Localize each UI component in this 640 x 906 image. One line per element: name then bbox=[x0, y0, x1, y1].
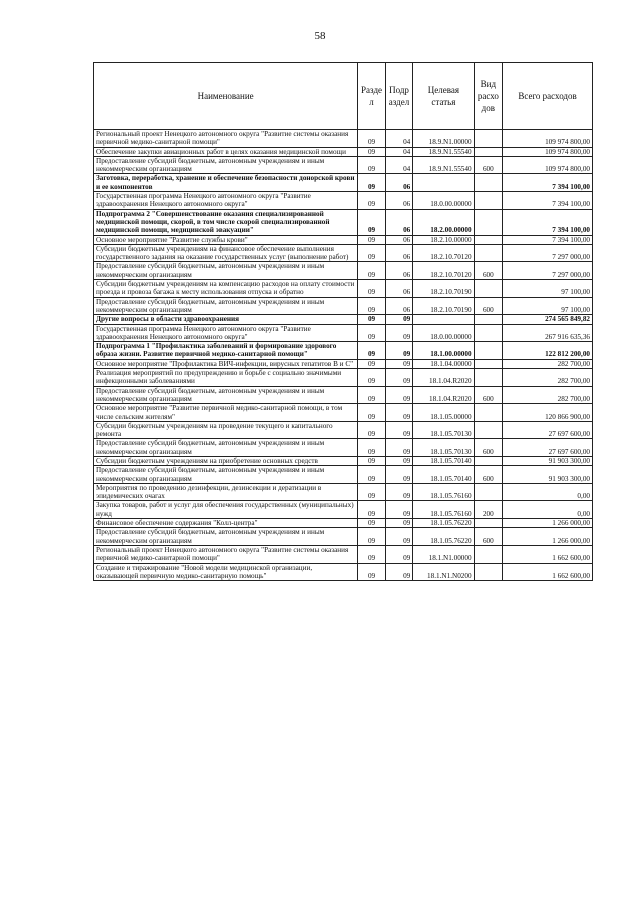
table-row bbox=[94, 192, 593, 210]
table-row bbox=[94, 386, 593, 404]
cell-name: Основное мероприятие "Профилактика ВИЧ-инфекции, вирусных гепатитов В и С" bbox=[94, 359, 358, 368]
cell-name: Региональный проект Ненецкого автономного округа "Развитие системы оказания первичной медико-санитарной помощи" bbox=[94, 545, 358, 563]
cell-razdel: 09 bbox=[358, 386, 385, 404]
cell-podrazdel: 09 bbox=[385, 439, 412, 457]
table-row bbox=[94, 280, 593, 298]
table-row bbox=[94, 174, 593, 192]
cell-razdel: 09 bbox=[358, 209, 385, 235]
cell-celevaya-statya: 18.9.N1.55540 bbox=[413, 156, 474, 174]
table-row bbox=[94, 359, 593, 368]
cell-podrazdel: 06 bbox=[385, 209, 412, 235]
cell-podrazdel: 09 bbox=[385, 404, 412, 422]
cell-name: Предоставление субсидий бюджетным, автономным учреждениям и иным некоммерческим организациям bbox=[94, 297, 358, 315]
cell-razdel: 09 bbox=[358, 545, 385, 563]
cell-celevaya-statya: 18.1.05.70130 bbox=[413, 421, 474, 439]
cell-razdel: 09 bbox=[358, 315, 385, 324]
cell-podrazdel: 06 bbox=[385, 235, 412, 244]
cell-razdel: 09 bbox=[358, 192, 385, 210]
cell-vid-rashodov bbox=[474, 147, 503, 156]
cell-total: 27 697 600,00 bbox=[503, 439, 593, 457]
table-row bbox=[94, 439, 593, 457]
cell-celevaya-statya: 18.1.05.76220 bbox=[413, 528, 474, 546]
cell-razdel: 09 bbox=[358, 156, 385, 174]
cell-celevaya-statya: 18.2.10.70190 bbox=[413, 297, 474, 315]
table-row bbox=[94, 563, 593, 581]
cell-podrazdel: 09 bbox=[385, 386, 412, 404]
cell-vid-rashodov bbox=[474, 209, 503, 235]
cell-name: Государственная программа Ненецкого автономного округа "Развитие здравоохранения Ненецкого автономного округа" bbox=[94, 192, 358, 210]
cell-total: 1 662 600,00 bbox=[503, 545, 593, 563]
cell-name: Субсидии бюджетным учреждениям на компенсацию расходов на оплату стоимости проезда и провоза багажа к месту использования отпуска и обратно bbox=[94, 280, 358, 298]
cell-vid-rashodov bbox=[474, 563, 503, 581]
cell-vid-rashodov bbox=[474, 456, 503, 465]
cell-name: Предоставление субсидий бюджетным, автономным учреждениям и иным некоммерческим организациям bbox=[94, 439, 358, 457]
cell-name: Заготовка, переработка, хранение и обеспечение безопасности донорской крови и ее компонентов bbox=[94, 174, 358, 192]
cell-total: 109 974 800,00 bbox=[503, 147, 593, 156]
cell-celevaya-statya: 18.2.00.00000 bbox=[413, 209, 474, 235]
table-row bbox=[94, 421, 593, 439]
cell-total: 97 100,00 bbox=[503, 280, 593, 298]
cell-total: 282 700,00 bbox=[503, 386, 593, 404]
cell-name: Предоставление субсидий бюджетным, автономным учреждениям и иным некоммерческим организациям bbox=[94, 528, 358, 546]
cell-total: 7 394 100,00 bbox=[503, 174, 593, 192]
cell-podrazdel: 06 bbox=[385, 280, 412, 298]
cell-razdel: 09 bbox=[358, 262, 385, 280]
cell-total: 109 974 800,00 bbox=[503, 130, 593, 148]
cell-podrazdel: 09 bbox=[385, 359, 412, 368]
cell-podrazdel: 09 bbox=[385, 545, 412, 563]
cell-celevaya-statya: 18.1.05.76160 bbox=[413, 501, 474, 519]
cell-vid-rashodov bbox=[474, 404, 503, 422]
cell-total: 1 266 000,00 bbox=[503, 519, 593, 528]
cell-name: Предоставление субсидий бюджетным, автономным учреждениям и иным некоммерческим организациям bbox=[94, 156, 358, 174]
cell-razdel: 09 bbox=[358, 369, 385, 387]
cell-vid-rashodov bbox=[474, 235, 503, 244]
cell-podrazdel: 06 bbox=[385, 262, 412, 280]
table-row bbox=[94, 519, 593, 528]
cell-vid-rashodov: 200 bbox=[474, 501, 503, 519]
cell-total: 7 394 100,00 bbox=[503, 235, 593, 244]
cell-podrazdel: 06 bbox=[385, 297, 412, 315]
table-row bbox=[94, 209, 593, 235]
cell-total: 97 100,00 bbox=[503, 297, 593, 315]
cell-vid-rashodov bbox=[474, 192, 503, 210]
cell-vid-rashodov bbox=[474, 545, 503, 563]
cell-razdel: 09 bbox=[358, 147, 385, 156]
cell-razdel: 09 bbox=[358, 563, 385, 581]
cell-total: 120 866 900,00 bbox=[503, 404, 593, 422]
cell-podrazdel: 09 bbox=[385, 324, 412, 342]
cell-vid-rashodov bbox=[474, 315, 503, 324]
cell-podrazdel: 09 bbox=[385, 466, 412, 484]
cell-podrazdel: 04 bbox=[385, 156, 412, 174]
table-row bbox=[94, 501, 593, 519]
cell-podrazdel: 04 bbox=[385, 147, 412, 156]
cell-razdel: 09 bbox=[358, 130, 385, 148]
cell-vid-rashodov bbox=[474, 342, 503, 360]
cell-celevaya-statya: 18.9.N1.55540 bbox=[413, 147, 474, 156]
table-row bbox=[94, 147, 593, 156]
cell-name: Субсидии бюджетным учреждениям на приобретение основных средств bbox=[94, 456, 358, 465]
cell-celevaya-statya: 18.0.00.00000 bbox=[413, 192, 474, 210]
cell-name: Обеспечение закупки авиационных работ в целях оказания медицинской помощи bbox=[94, 147, 358, 156]
cell-name: Предоставление субсидий бюджетным, автономным учреждениям и иным некоммерческим организациям bbox=[94, 262, 358, 280]
cell-name: Субсидии бюджетным учреждениям на проведение текущего и капитального ремонта bbox=[94, 421, 358, 439]
cell-name: Создание и тиражирование "Новой модели медицинской организации, оказывающей первичную медико-санитарную помощь" bbox=[94, 563, 358, 581]
cell-celevaya-statya: 18.1.N1.00000 bbox=[413, 545, 474, 563]
cell-name: Основное мероприятие "Развитие службы крови" bbox=[94, 235, 358, 244]
cell-celevaya-statya: 18.2.10.70120 bbox=[413, 244, 474, 262]
cell-celevaya-statya: 18.1.04.R2020 bbox=[413, 369, 474, 387]
page-number: 58 bbox=[314, 30, 326, 42]
cell-name: Региональный проект Ненецкого автономного округа "Развитие системы оказания первичной медико-санитарной помощи" bbox=[94, 130, 358, 148]
table-row bbox=[94, 466, 593, 484]
cell-total: 91 903 300,00 bbox=[503, 466, 593, 484]
cell-vid-rashodov bbox=[474, 369, 503, 387]
cell-vid-rashodov bbox=[474, 324, 503, 342]
cell-vid-rashodov: 600 bbox=[474, 262, 503, 280]
cell-total: 0,00 bbox=[503, 501, 593, 519]
header-vid-rashodov: Вид расхо дов bbox=[474, 63, 503, 130]
cell-celevaya-statya: 18.1.N1.N0200 bbox=[413, 563, 474, 581]
header-name: Наименование bbox=[94, 63, 358, 130]
cell-razdel: 09 bbox=[358, 297, 385, 315]
cell-total: 122 812 200,00 bbox=[503, 342, 593, 360]
cell-razdel: 09 bbox=[358, 501, 385, 519]
table-header-row bbox=[94, 63, 593, 130]
cell-total: 27 697 600,00 bbox=[503, 421, 593, 439]
cell-razdel: 09 bbox=[358, 244, 385, 262]
cell-total: 1 266 000,00 bbox=[503, 528, 593, 546]
header-podrazdel: Подр аздел bbox=[385, 63, 412, 130]
budget-table bbox=[93, 62, 593, 581]
cell-name: Основное мероприятие "Развитие первичной медико-санитарной помощи, в том числе сельским жителям" bbox=[94, 404, 358, 422]
table-row bbox=[94, 262, 593, 280]
cell-total: 7 297 000,00 bbox=[503, 244, 593, 262]
cell-celevaya-statya: 18.1.05.70140 bbox=[413, 466, 474, 484]
header-total: Всего расходов bbox=[503, 63, 593, 130]
cell-podrazdel: 09 bbox=[385, 528, 412, 546]
cell-razdel: 09 bbox=[358, 483, 385, 501]
cell-razdel: 09 bbox=[358, 439, 385, 457]
cell-celevaya-statya bbox=[413, 174, 474, 192]
cell-vid-rashodov: 600 bbox=[474, 297, 503, 315]
cell-razdel: 09 bbox=[358, 466, 385, 484]
cell-celevaya-statya: 18.9.N1.00000 bbox=[413, 130, 474, 148]
cell-celevaya-statya: 18.2.10.70120 bbox=[413, 262, 474, 280]
cell-podrazdel: 09 bbox=[385, 315, 412, 324]
cell-podrazdel: 04 bbox=[385, 130, 412, 148]
cell-podrazdel: 09 bbox=[385, 563, 412, 581]
cell-razdel: 09 bbox=[358, 404, 385, 422]
table-body bbox=[94, 130, 593, 581]
cell-celevaya-statya: 18.1.05.70130 bbox=[413, 439, 474, 457]
cell-vid-rashodov: 600 bbox=[474, 439, 503, 457]
header-razdel: Разде л bbox=[358, 63, 385, 130]
table-row bbox=[94, 342, 593, 360]
cell-celevaya-statya: 18.0.00.00000 bbox=[413, 324, 474, 342]
table-row bbox=[94, 404, 593, 422]
cell-total: 274 565 849,82 bbox=[503, 315, 593, 324]
cell-razdel: 09 bbox=[358, 235, 385, 244]
table-row bbox=[94, 297, 593, 315]
cell-name: Финансовое обеспечение содержания "Колл-центра" bbox=[94, 519, 358, 528]
table-row bbox=[94, 130, 593, 148]
table-row bbox=[94, 545, 593, 563]
cell-razdel: 09 bbox=[358, 456, 385, 465]
cell-vid-rashodov: 600 bbox=[474, 386, 503, 404]
cell-podrazdel: 09 bbox=[385, 501, 412, 519]
cell-total: 282 700,00 bbox=[503, 359, 593, 368]
cell-podrazdel: 09 bbox=[385, 519, 412, 528]
cell-podrazdel: 09 bbox=[385, 421, 412, 439]
cell-razdel: 09 bbox=[358, 519, 385, 528]
cell-podrazdel: 06 bbox=[385, 192, 412, 210]
cell-vid-rashodov bbox=[474, 130, 503, 148]
cell-name: Предоставление субсидий бюджетным, автономным учреждениям и иным некоммерческим организациям bbox=[94, 466, 358, 484]
table-row bbox=[94, 156, 593, 174]
cell-celevaya-statya: 18.1.05.76160 bbox=[413, 483, 474, 501]
cell-vid-rashodov: 600 bbox=[474, 466, 503, 484]
cell-name: Государственная программа Ненецкого автономного округа "Развитие здравоохранения Ненецкого автономного округа" bbox=[94, 324, 358, 342]
table-row bbox=[94, 315, 593, 324]
cell-podrazdel: 09 bbox=[385, 456, 412, 465]
table-row bbox=[94, 244, 593, 262]
table-row bbox=[94, 369, 593, 387]
cell-name: Реализация мероприятий по предупреждению и борьбе с социально значимыми инфекционными заболеваниями bbox=[94, 369, 358, 387]
cell-name: Закупка товаров, работ и услуг для обеспечения государственных (муниципальных) нужд bbox=[94, 501, 358, 519]
cell-celevaya-statya: 18.2.10.00000 bbox=[413, 235, 474, 244]
header-celevaya-statya: Целевая статья bbox=[413, 63, 474, 130]
cell-total: 282 700,00 bbox=[503, 369, 593, 387]
table-row bbox=[94, 324, 593, 342]
cell-name: Другие вопросы в области здравоохранения bbox=[94, 315, 358, 324]
cell-celevaya-statya: 18.1.04.00000 bbox=[413, 359, 474, 368]
cell-total: 1 662 600,00 bbox=[503, 563, 593, 581]
cell-name: Субсидии бюджетным учреждениям на финансовое обеспечение выполнения государственного задания на оказание государственных услуг (выполнение работ) bbox=[94, 244, 358, 262]
cell-name: Подпрограмма 2 "Совершенствование оказания специализированной медицинской помощи, скорой, в том числе скорой специализированной медицинской помощи, медицинской эвакуации" bbox=[94, 209, 358, 235]
cell-vid-rashodov bbox=[474, 421, 503, 439]
cell-celevaya-statya bbox=[413, 315, 474, 324]
table-row bbox=[94, 483, 593, 501]
cell-vid-rashodov bbox=[474, 244, 503, 262]
cell-total: 0,00 bbox=[503, 483, 593, 501]
cell-podrazdel: 09 bbox=[385, 369, 412, 387]
cell-celevaya-statya: 18.1.05.76220 bbox=[413, 519, 474, 528]
cell-name: Предоставление субсидий бюджетным, автономным учреждениям и иным некоммерческим организациям bbox=[94, 386, 358, 404]
cell-celevaya-statya: 18.2.10.70190 bbox=[413, 280, 474, 298]
cell-razdel: 09 bbox=[358, 342, 385, 360]
cell-total: 7 394 100,00 bbox=[503, 209, 593, 235]
cell-total: 267 916 635,36 bbox=[503, 324, 593, 342]
cell-celevaya-statya: 18.1.05.70140 bbox=[413, 456, 474, 465]
cell-podrazdel: 09 bbox=[385, 483, 412, 501]
cell-vid-rashodov: 600 bbox=[474, 156, 503, 174]
cell-vid-rashodov bbox=[474, 359, 503, 368]
cell-total: 91 903 300,00 bbox=[503, 456, 593, 465]
cell-name: Мероприятия по проведению дезинфекции, дезинсекции и дератизации в эпидемических очагах bbox=[94, 483, 358, 501]
cell-vid-rashodov bbox=[474, 280, 503, 298]
cell-vid-rashodov: 600 bbox=[474, 528, 503, 546]
cell-total: 7 394 100,00 bbox=[503, 192, 593, 210]
cell-vid-rashodov bbox=[474, 483, 503, 501]
cell-total: 109 974 800,00 bbox=[503, 156, 593, 174]
table-row bbox=[94, 528, 593, 546]
cell-razdel: 09 bbox=[358, 421, 385, 439]
cell-razdel: 09 bbox=[358, 528, 385, 546]
cell-name: Подпрограмма 1 "Профилактика заболеваний и формирование здорового образа жизни. Развитие первичной медико-санитарной помощи" bbox=[94, 342, 358, 360]
cell-celevaya-statya: 18.1.00.00000 bbox=[413, 342, 474, 360]
cell-razdel: 09 bbox=[358, 280, 385, 298]
cell-vid-rashodov bbox=[474, 519, 503, 528]
table-row bbox=[94, 235, 593, 244]
cell-total: 7 297 000,00 bbox=[503, 262, 593, 280]
cell-celevaya-statya: 18.1.05.00000 bbox=[413, 404, 474, 422]
cell-podrazdel: 06 bbox=[385, 244, 412, 262]
cell-razdel: 09 bbox=[358, 324, 385, 342]
cell-vid-rashodov bbox=[474, 174, 503, 192]
cell-podrazdel: 06 bbox=[385, 174, 412, 192]
cell-razdel: 09 bbox=[358, 359, 385, 368]
table-row bbox=[94, 456, 593, 465]
cell-razdel: 09 bbox=[358, 174, 385, 192]
cell-celevaya-statya: 18.1.04.R2020 bbox=[413, 386, 474, 404]
cell-podrazdel: 09 bbox=[385, 342, 412, 360]
